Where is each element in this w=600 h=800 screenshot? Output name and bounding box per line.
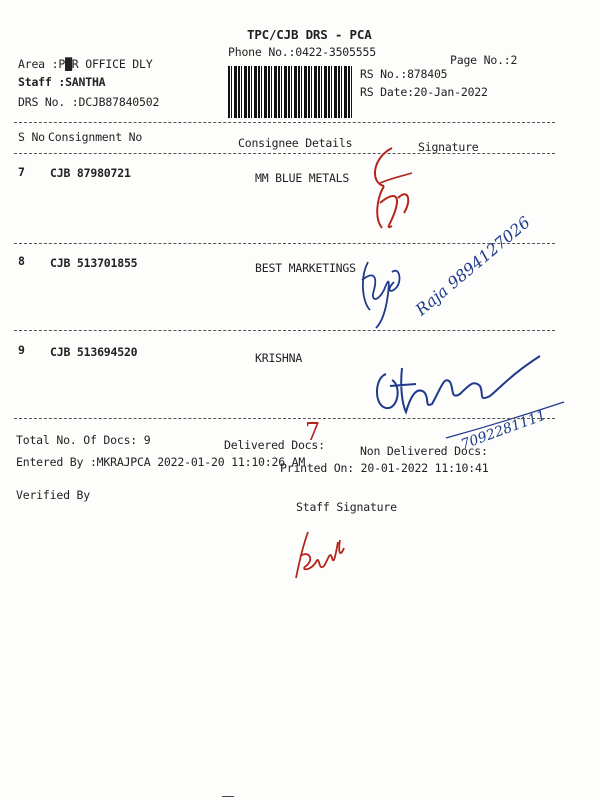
row-consignee: MM BLUE METALS xyxy=(255,171,350,185)
column-header-signature: Signature xyxy=(418,140,479,154)
row-sno: 8 xyxy=(18,254,25,268)
divider xyxy=(14,122,555,123)
staff-signature-label: Staff Signature xyxy=(296,500,397,514)
row-9-note: 7092281111 xyxy=(458,407,549,454)
row-sno: 7 xyxy=(18,165,25,179)
row-consignment: CJB 513694520 xyxy=(50,345,138,359)
verified-by-label: Verified By xyxy=(16,488,90,502)
row-consignment: CJB 87980721 xyxy=(50,166,131,180)
page-edge-mark xyxy=(222,796,234,797)
row-8-note: Raja 9894127026 xyxy=(411,212,534,320)
total-docs: Total No. Of Docs: 9 xyxy=(16,433,151,447)
rs-date: RS Date:20-Jan-2022 xyxy=(360,85,488,99)
signature-row-8 xyxy=(356,212,534,337)
page-number: Page No.:2 xyxy=(450,53,518,67)
printed-on: Printed On: 20-01-2022 11:10:41 xyxy=(280,461,489,475)
divider xyxy=(14,153,555,154)
row-sno: 9 xyxy=(18,343,25,357)
signature-row-7 xyxy=(362,138,422,238)
divider xyxy=(14,418,555,419)
column-header-consignee: Consignee Details xyxy=(238,136,353,150)
delivered-docs: Delivered Docs: xyxy=(224,438,325,452)
row-consignee: KRISHNA xyxy=(255,351,303,365)
staff-signature xyxy=(286,518,356,588)
staff-label: Staff :SANTHA xyxy=(18,75,106,89)
drs-number: DRS No. :DCJB87840502 xyxy=(18,95,160,109)
barcode xyxy=(228,66,352,118)
document-title: TPC/CJB DRS - PCA xyxy=(247,27,372,42)
row-consignment: CJB 513701855 xyxy=(50,256,138,270)
divider xyxy=(14,330,555,331)
delivered-count: 7 xyxy=(305,418,321,446)
column-header-consignment: Consignment No xyxy=(48,130,143,144)
row-consignee: BEST MARKETINGS xyxy=(255,261,356,275)
rs-number: RS No.:878405 xyxy=(360,67,448,81)
column-header-sno: S No xyxy=(18,130,45,144)
entered-by: Entered By :MKRAJPCA 2022-01-20 11:10:26 AM xyxy=(16,455,306,469)
phone-number: Phone No.:0422-3505555 xyxy=(228,45,376,59)
non-delivered-docs: Non Delivered Docs: xyxy=(360,444,488,458)
area-label: Area :P█R OFFICE DLY xyxy=(18,57,153,71)
